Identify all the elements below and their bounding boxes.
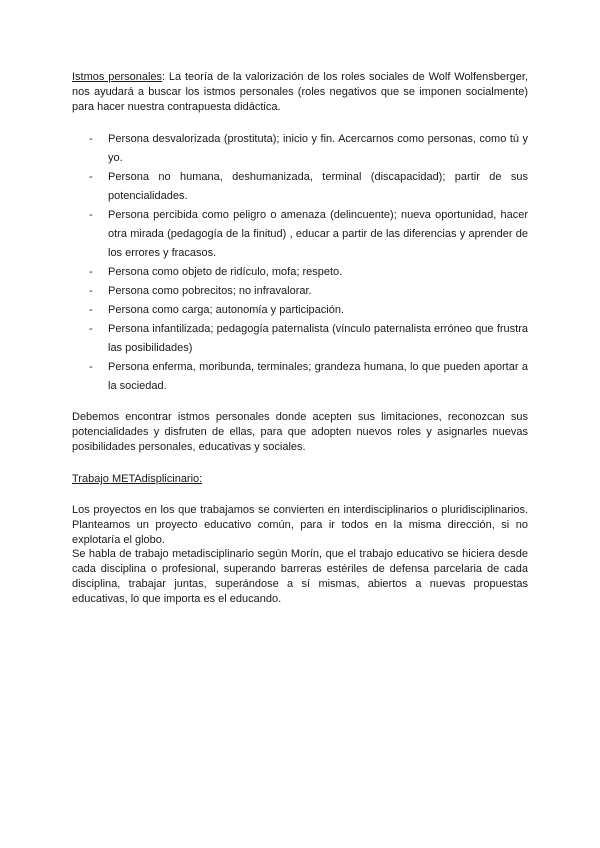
list-item — [72, 320, 528, 358]
intro-paragraph — [72, 70, 528, 115]
list-item — [72, 301, 528, 320]
dash-marker: - — [89, 266, 93, 278]
list-item-text: Persona como carga; autonomía y participación. — [108, 304, 345, 316]
list-item-text: Persona percibida como peligro o amenaza (delincuente); nueva oportunidad, hacer otra mirada (pedagogía de la finitud) , educar a partir de las diferencias y aprender de los errores y fracasos. — [108, 209, 528, 259]
dash-marker: - — [89, 171, 93, 183]
conclusion-paragraph: Debemos encontrar istmos personales donde acepten sus limitaciones, reconozcan sus potencialidades y disfruten de ellas, para que adopten nuevos roles y asignarles nuevas posibilidades personales, educativas y sociales. — [72, 411, 528, 453]
list-item-text: Persona no humana, deshumanizada, terminal (discapacidad); partir de sus potencialidades. — [108, 171, 528, 202]
section2-paragraph-1: Los proyectos en los que trabajamos se convierten en interdisciplinarios o pluridisciplinarios. Planteamos un proyecto educativo común, para ir todos en la misma dirección, si no explotaría el globo. — [72, 504, 528, 546]
intro-text: : La teoría de la valorización de los roles sociales de Wolf Wolfensberger, nos ayudará a buscar los istmos personales (roles negativos que se imponen socialmente) para hacer nuestra contrapuesta didáctica. — [72, 71, 528, 113]
list-item — [72, 282, 528, 301]
section2-paragraph-2: Se habla de trabajo metadisciplinario según Morín, que el trabajo educativo se hiciera desde cada disciplina o profesional, superando barreras estériles de defensa parcelaria de cada disciplina, trabajar juntas, superándose a sí mismas, abiertos a nuevas propuestas educativas, lo que importa es el educando. — [72, 548, 528, 605]
intro-heading: Istmos personales — [72, 71, 163, 83]
list-item — [72, 358, 528, 396]
list-item-text: Persona como objeto de ridículo, mofa; respeto. — [108, 266, 343, 278]
section2-heading: Trabajo METAdisplicinario: — [72, 473, 203, 485]
dash-marker: - — [89, 323, 93, 335]
list-item-text: Persona infantilizada; pedagogía paternalista (vínculo paternalista erróneo que frustra las posibilidades) — [108, 323, 528, 354]
dash-marker: - — [89, 209, 93, 221]
dash-marker: - — [89, 304, 93, 316]
list-item-text: Persona como pobrecitos; no infravalorar. — [108, 285, 312, 297]
list-item-text: Persona enferma, moribunda, terminales; grandeza humana, lo que pueden aportar a la sociedad. — [108, 361, 528, 392]
list-item — [72, 206, 528, 263]
list-item — [72, 263, 528, 282]
list-item — [72, 168, 528, 206]
dash-marker: - — [89, 285, 93, 297]
list-item — [72, 130, 528, 168]
list-item-text: Persona desvalorizada (prostituta); inicio y fin. Acercarnos como personas, como tú y yo. — [108, 133, 528, 164]
roles-list — [72, 130, 528, 396]
dash-marker: - — [89, 361, 93, 373]
dash-marker: - — [89, 133, 93, 145]
